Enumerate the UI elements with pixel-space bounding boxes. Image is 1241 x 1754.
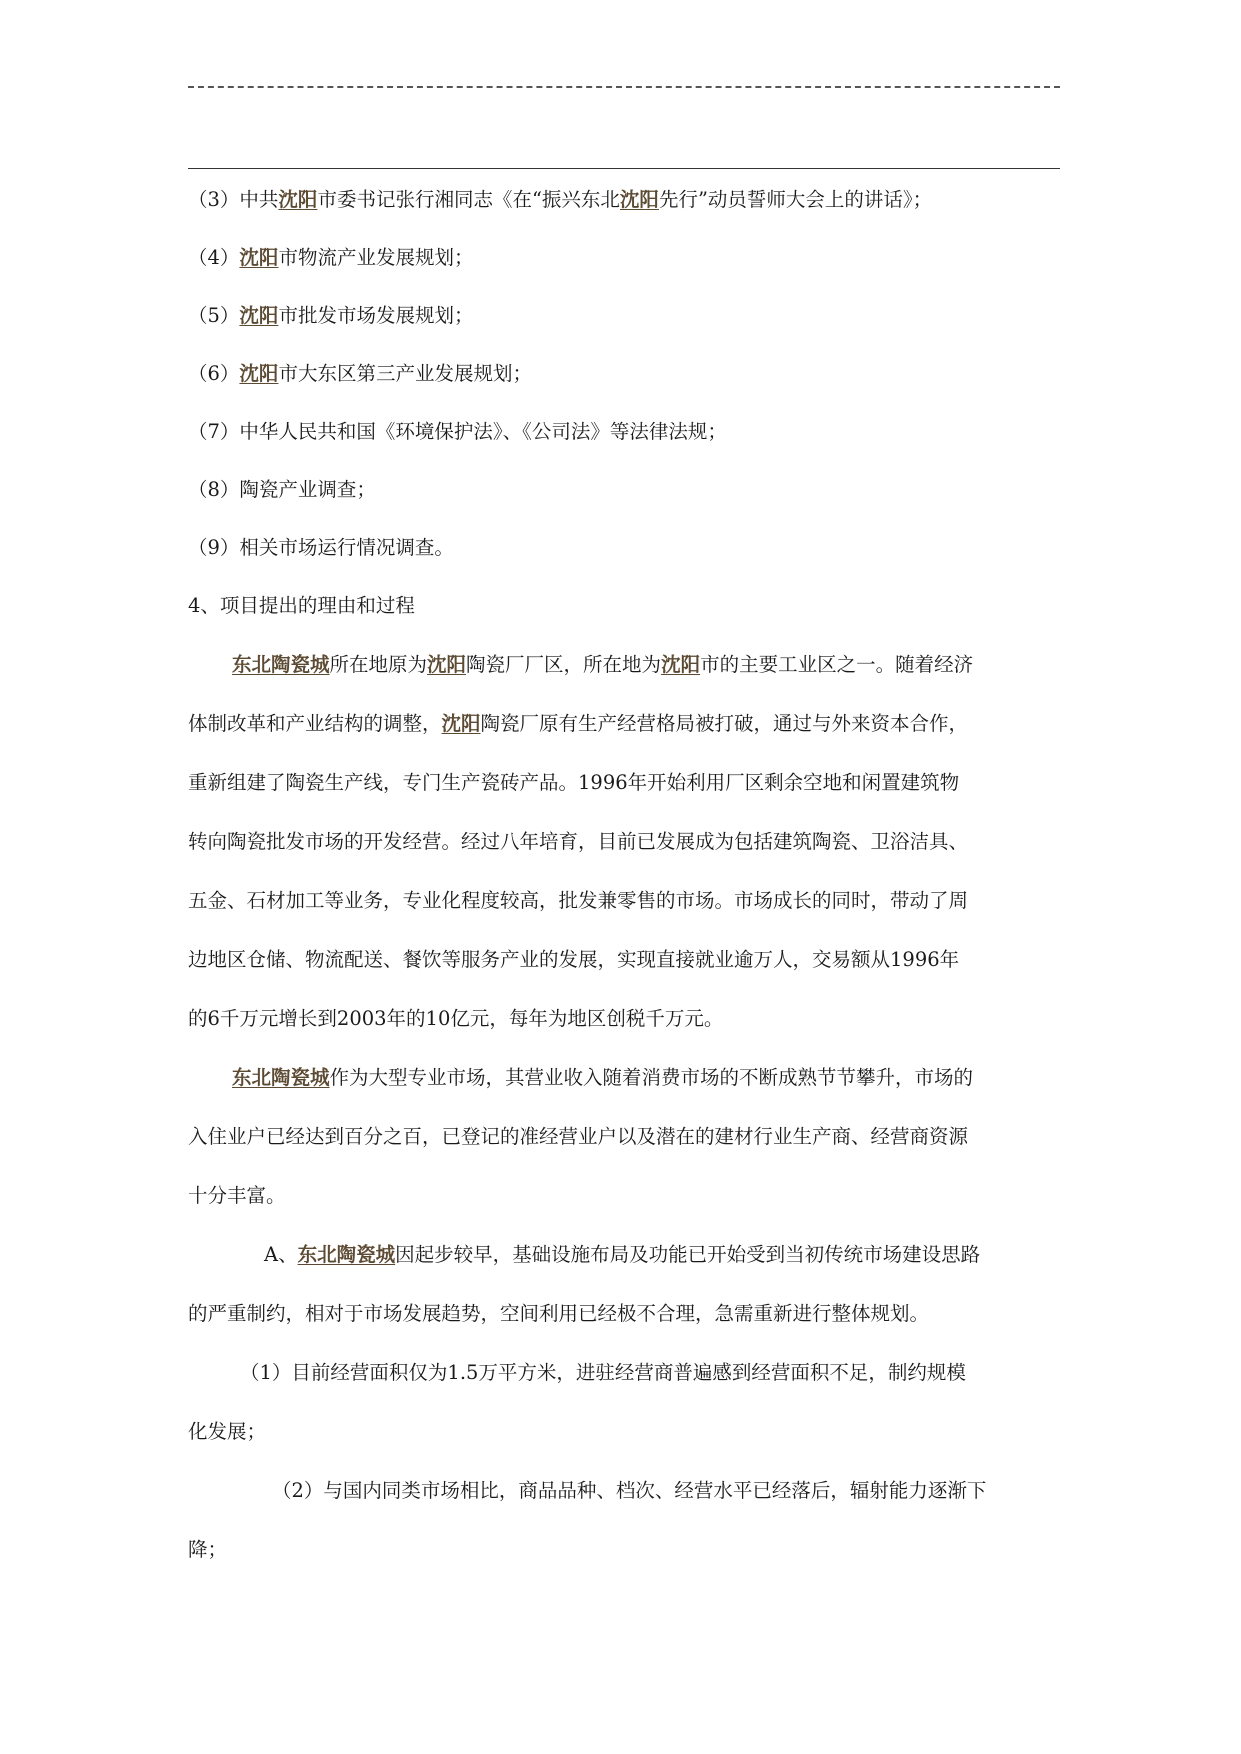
text-segment: （2）与国内同类市场相比，商品品种、档次、经营水平已经落后，辐射能力逐渐下 [272,1479,987,1502]
keyword-link: 沈阳 [278,188,318,211]
text-segment: 降； [188,1538,228,1561]
text-segment: 4、项目提出的理由和过程 [188,594,415,617]
text-line [188,477,1068,503]
text-segment: （1）目前经营面积仅为1.5万平方米，进驻经营商普遍感到经营面积不足，制约规模 [240,1361,966,1384]
text-segment: （7）中华人民共和国《环境保护法》、《公司法》等法律法规； [188,420,727,443]
text-segment: 五金、石材加工等业务，专业化程度较高，批发兼零售的市场。市场成长的同时，带动了周 [188,889,969,912]
text-line [188,888,1068,914]
text-segment: 陶瓷厂原有生产经营格局被打破，通过与外来资本合作， [480,712,969,735]
keyword-link: 东北陶瓷城 [232,653,330,676]
keyword-link: 沈阳 [239,362,279,385]
text-segment: 市的主要工业区之一。随着经济 [700,653,974,676]
keyword-link: 沈阳 [239,304,279,327]
text-line [188,187,1068,213]
text-line [188,303,1068,329]
text-line [272,1478,1152,1504]
text-segment: 转向陶瓷批发市场的开发经营。经过八年培育，目前已发展成为包括建筑陶瓷、卫浴洁具、 [188,830,969,853]
text-line [188,829,1068,855]
text-segment: 因起步较早，基础设施布局及功能已开始受到当初传统市场建设思路 [395,1243,981,1266]
text-line [188,947,1068,973]
text-line [188,1006,1068,1032]
keyword-link: 东北陶瓷城 [297,1243,396,1266]
text-segment: （4） [188,246,240,269]
text-line [188,535,1068,561]
text-segment: （5） [188,304,240,327]
header-solid-rule [188,168,1060,169]
text-segment: 入住业户已经达到百分之百，已登记的准经营业户以及潜在的建材行业生产商、经营商资源 [188,1125,969,1148]
text-segment: 所在地原为 [329,653,428,676]
text-segment: （3）中共 [188,188,279,211]
text-segment: 边地区仓储、物流配送、餐饮等服务产业的发展，实现直接就业逾万人，交易额从1996年 [188,948,960,971]
section-heading [188,593,1068,619]
text-segment: A、 [264,1243,298,1266]
keyword-link: 沈阳 [239,246,279,269]
text-segment: 化发展； [188,1420,267,1443]
text-line [232,652,1112,678]
text-line [188,361,1068,387]
keyword-link: 沈阳 [619,188,659,211]
keyword-link: 东北陶瓷城 [232,1066,330,1089]
text-segment: 市批发市场发展规划； [278,304,474,327]
text-segment: 重新组建了陶瓷生产线，专门生产瓷砖产品。1996年开始利用厂区剩余空地和闲置建筑物 [188,771,960,794]
text-segment: （6） [188,362,240,385]
text-segment: 十分丰富。 [188,1184,286,1207]
text-segment: 陶瓷厂厂区，所在地为 [466,653,662,676]
text-line [188,1537,1068,1563]
keyword-link: 沈阳 [661,653,701,676]
text-segment: 市大东区第三产业发展规划； [278,362,532,385]
text-segment: （8）陶瓷产业调查； [188,478,376,501]
text-segment: 作为大型专业市场，其营业收入随着消费市场的不断成熟节节攀升，市场的 [329,1066,974,1089]
text-line [240,1360,1120,1386]
text-segment: 先行”动员誓师大会上的讲话》； [658,188,933,211]
text-segment: 市物流产业发展规划； [278,246,474,269]
text-line [188,711,1068,737]
header-dashed-rule [188,86,1060,88]
text-segment: 体制改革和产业结构的调整， [188,712,442,735]
text-segment: 的6千万元增长到2003年的10亿元，每年为地区创税千万元。 [188,1007,724,1030]
text-line [188,1419,1068,1445]
text-line [188,1183,1068,1209]
text-segment: （9）相关市场运行情况调查。 [188,536,454,559]
keyword-link: 沈阳 [441,712,481,735]
text-line [232,1065,1112,1091]
text-line [188,1301,1068,1327]
keyword-link: 沈阳 [427,653,467,676]
text-segment: 的严重制约，相对于市场发展趋势，空间利用已经极不合理，急需重新进行整体规划。 [188,1302,930,1325]
text-segment: 市委书记张行湘同志《在“振兴东北 [317,188,620,211]
text-line [188,1124,1068,1150]
text-line [188,770,1068,796]
text-line [188,245,1068,271]
text-line [264,1242,1144,1268]
text-line [188,419,1068,445]
